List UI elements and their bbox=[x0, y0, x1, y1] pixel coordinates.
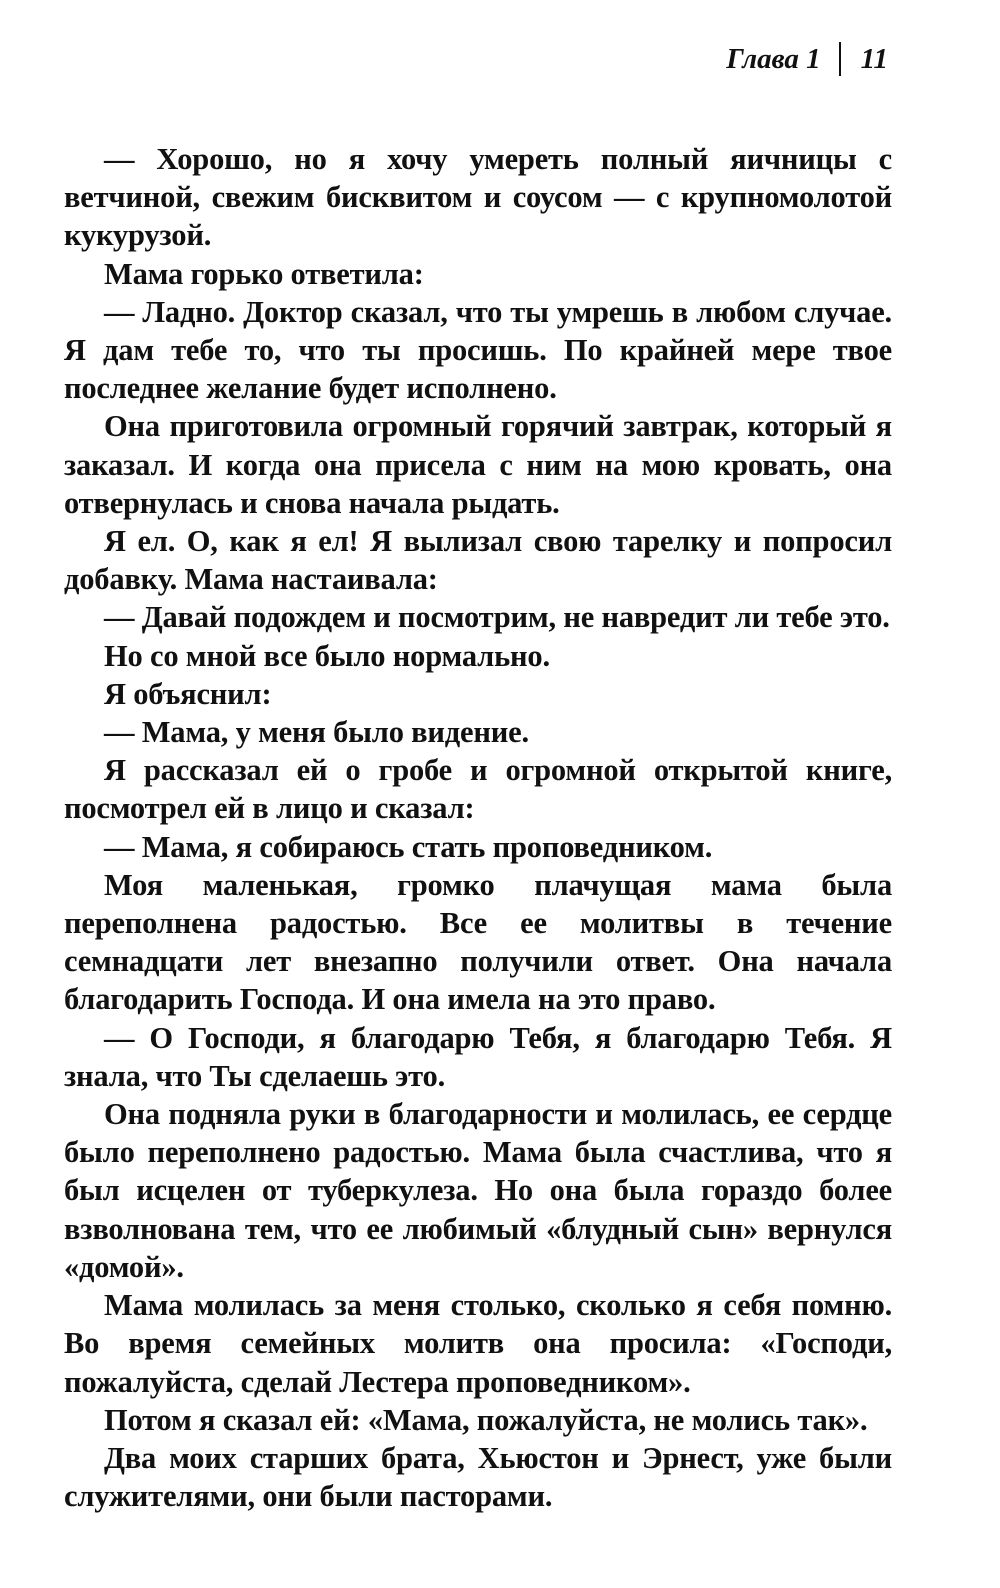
running-head bbox=[726, 42, 888, 76]
chapter-title: Глава 1 bbox=[726, 42, 821, 75]
paragraph: — Мама, у меня было видение. bbox=[104, 715, 529, 750]
paragraph: Я рассказал ей о гробе и огромной открытой книге, посмотрел ей в лицо и сказал: bbox=[64, 753, 892, 826]
paragraph: Я ел. О, как я ел! Я вылизал свою тарелку и попросил добавку. Мама настаивала: bbox=[64, 524, 892, 597]
paragraph: Она подняла руки в благодарности и молилась, ее сердце было переполнено радостью. Мама была счастлива, что я был исцелен от туберкулеза. Но она была гораздо более взволнована тем, что ее любимый «блудный сын» вернулся «домой». bbox=[64, 1097, 892, 1284]
paragraph: Мама молилась за меня столько, сколько я себя помню. Во время семейных молитв она просила: «Господи, пожалуйста, сделай Лестера проповедником». bbox=[64, 1288, 892, 1399]
paragraph: Два моих старших брата, Хьюстон и Эрнест, уже были служителями, они были пасторами. bbox=[64, 1440, 892, 1514]
paragraph: Моя маленькая, громко плачущая мама была переполнена радостью. Все ее молитвы в течение семнадцати лет внезапно получили ответ. Она начала благодарить Господа. И она имела на это право. bbox=[64, 867, 892, 1017]
paragraph: Потом я сказал ей: «Мама, пожалуйста, не молись так». bbox=[104, 1402, 868, 1437]
paragraph: — О Господи, я благодарю Тебя, я благодарю Тебя. Я знала, что Ты сделаешь это. bbox=[64, 1020, 892, 1093]
paragraph: Мама горько ответила: bbox=[104, 256, 424, 291]
paragraph: — Давай подождем и посмотрим, не навредит ли тебе это. bbox=[104, 600, 890, 635]
paragraph: — Ладно. Доктор сказал, что ты умрешь в любом случае. Я дам тебе то, что ты просишь. По крайней мере твое последнее желание будет исполнено. bbox=[64, 294, 892, 406]
paragraph: Я объяснил: bbox=[104, 676, 272, 711]
paragraph: — Мама, я собираюсь стать проповедником. bbox=[104, 829, 713, 864]
paragraph: Она приготовила огромный горячий завтрак, который я заказал. И когда она присела с ним на мою кровать, она отвернулась и снова начала рыдать. bbox=[64, 409, 892, 520]
body-text bbox=[64, 140, 892, 1515]
paragraph: — Хорошо, но я хочу умереть полный яичницы с ветчиной, свежим бисквитом и соусом — с крупномолотой кукурузой. bbox=[64, 142, 892, 253]
page-number: 11 bbox=[860, 42, 888, 75]
paragraph: Но со мной все было нормально. bbox=[104, 638, 550, 673]
